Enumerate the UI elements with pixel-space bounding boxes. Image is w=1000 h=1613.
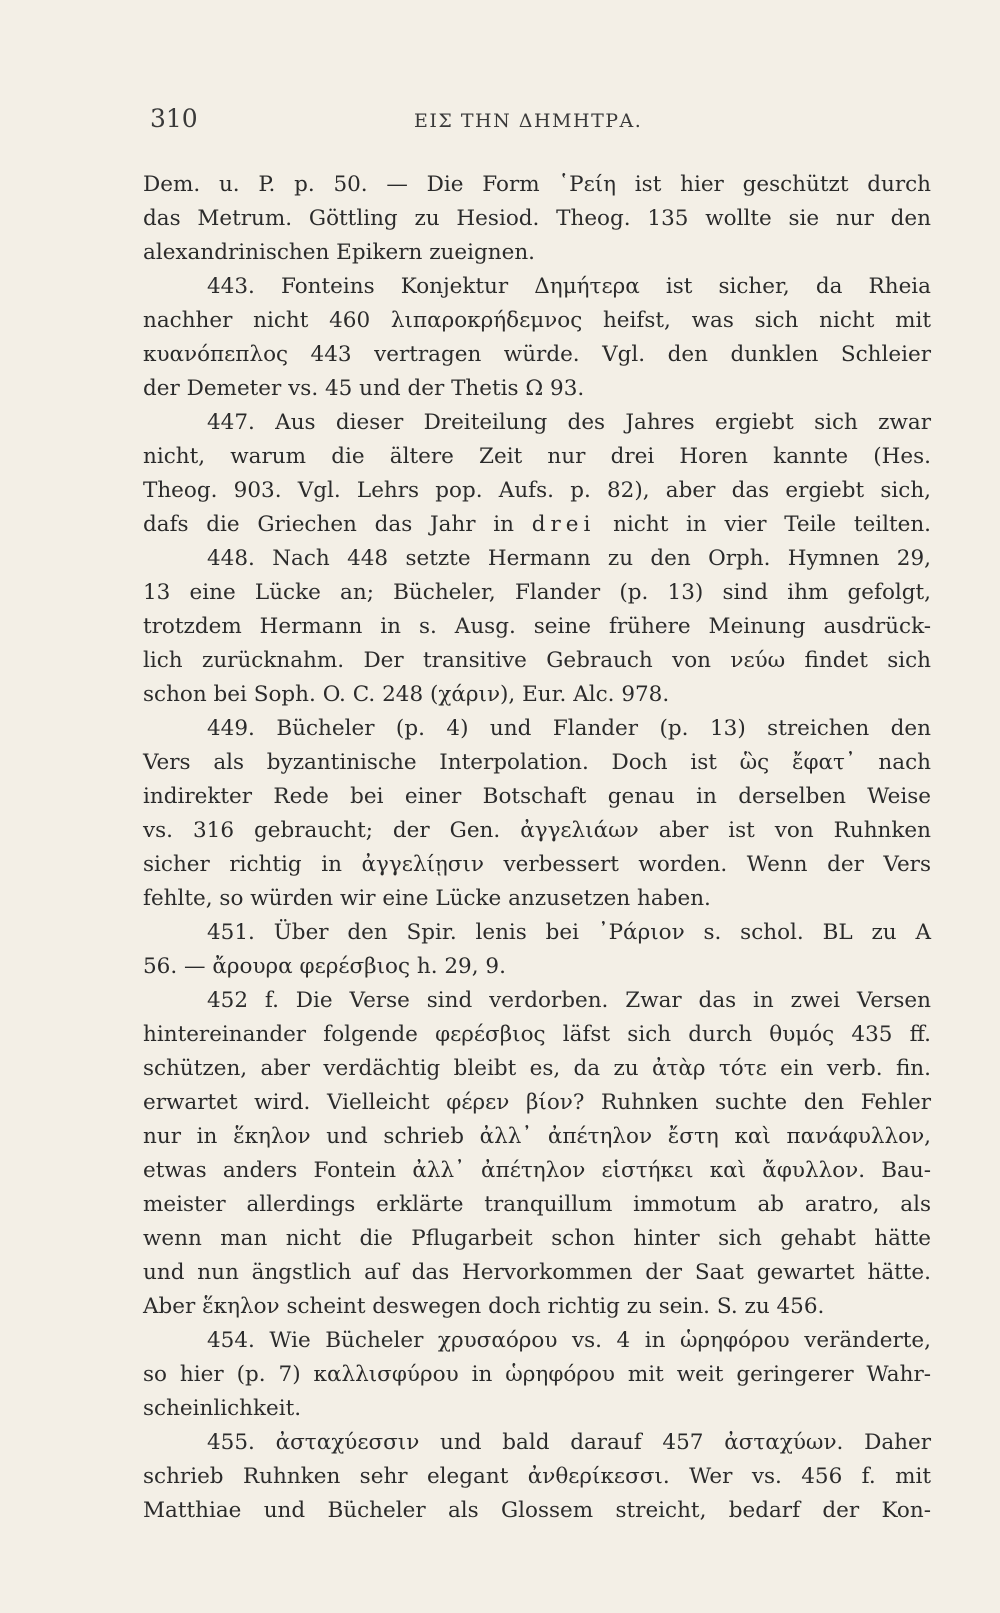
note-447-line: 447. Aus dieser Dreiteilung des Jahres ergiebt sich zwar [207, 410, 931, 435]
text-line: Aber ἕκηλον scheint deswegen doch richtig zu sein. S. zu 456. [143, 1294, 825, 1319]
text-line: Theog. 903. Vgl. Lehrs pop. Aufs. p. 82), aber das ergiebt sich, [143, 478, 931, 503]
text-line: Matthiae und Bücheler als Glossem streicht, bedarf der Kon- [143, 1498, 931, 1523]
text-line: nur in ἕκηλον und schrieb ἀλλ᾽ ἀπέτηλον ἔστη καὶ πανάφυλλον, [143, 1124, 931, 1149]
note-449-line: 449. Bücheler (p. 4) und Flander (p. 13) streichen den [207, 716, 931, 741]
text-line: sicher richtig in ἀγγελίῃσιν verbessert worden. Wenn der Vers [143, 852, 931, 877]
text-line: 56. — ἄρουρα φερέσβιος h. 29, 9. [143, 954, 506, 979]
text-line: scheinlichkeit. [143, 1396, 302, 1421]
note-452-line: 452 f. Die Verse sind verdorben. Zwar das in zwei Versen [207, 988, 931, 1013]
text-line: schrieb Ruhnken sehr elegant ἀνθερίκεσσι. Wer vs. 456 f. mit [143, 1464, 931, 1489]
text-line: Dem. u. P. p. 50. — Die Form ῾Ρείη ist hier geschützt durch [143, 172, 931, 197]
text-line: lich zurücknahm. Der transitive Gebrauch von νεύω findet sich [143, 648, 931, 673]
running-title: ΕΙΣ ΤΗΝ ΔΗΜΗΤΡΑ. [414, 110, 643, 132]
text-line: und nun ängstlich auf das Hervorkommen der Saat gewartet hätte. [143, 1260, 931, 1285]
commentary-text [143, 168, 931, 1528]
text-line: fehlte, so würden wir eine Lücke anzusetzen haben. [143, 886, 711, 911]
note-455-line: 455. ἀσταχύεσσιν und bald darauf 457 ἀσταχύων. Daher [207, 1430, 931, 1455]
text-line: nachher nicht 460 λιπαροκρήδεμνος heifst, was sich nicht mit [143, 308, 931, 333]
text-line: meister allerdings erklärte tranquillum immotum ab aratro, als [143, 1192, 931, 1217]
text-line: schon bei Soph. O. C. 248 (χάριν), Eur. Alc. 978. [143, 682, 670, 707]
text-line: erwartet wird. Vielleicht φέρεν βίον? Ruhnken suchte den Fehler [143, 1090, 931, 1115]
text-line: der Demeter vs. 45 und der Thetis Ω 93. [143, 376, 585, 401]
text-line: so hier (p. 7) καλλισφύρου in ὡρηφόρου mit weit geringerer Wahr- [143, 1362, 931, 1387]
text-line: Vers als byzantinische Interpolation. Doch ist ὣς ἔφατ᾽ nach [143, 750, 931, 775]
text-line: 13 eine Lücke an; Bücheler, Flander (p. 13) sind ihm gefolgt, [143, 580, 931, 605]
note-448-line: 448. Nach 448 setzte Hermann zu den Orph. Hymnen 29, [207, 546, 931, 571]
text-line: κυανόπεπλος 443 vertragen würde. Vgl. den dunklen Schleier [143, 342, 931, 367]
text-line: vs. 316 gebraucht; der Gen. ἀγγελιάων aber ist von Ruhnken [143, 818, 931, 843]
note-451-line: 451. Über den Spir. lenis bei ᾿Ράριον s. schol. BL zu Α [207, 920, 931, 945]
text-line: alexandrinischen Epikern zueignen. [143, 240, 536, 265]
note-443-line: 443. Fonteins Konjektur Δημήτερα ist sicher, da Rheia [207, 274, 931, 299]
page-number: 310 [150, 104, 198, 133]
text-line: wenn man nicht die Pflugarbeit schon hinter sich gehabt hätte [143, 1226, 931, 1251]
text-line: hintereinander folgende φερέσβιος läfst sich durch θυμός 435 ff. [143, 1022, 931, 1047]
text-line: das Metrum. Göttling zu Hesiod. Theog. 135 wollte sie nur den [143, 206, 931, 231]
text-line [143, 508, 931, 542]
text-line: etwas anders Fontein ἀλλ᾽ ἀπέτηλον εἱστήκει καὶ ἄφυλλον. Bau- [143, 1158, 931, 1183]
text-line: trotzdem Hermann in s. Ausg. seine frühere Meinung ausdrück- [143, 614, 931, 639]
text-line: nicht, warum die ältere Zeit nur drei Horen kannte (Hes. [143, 444, 931, 469]
text-fragment: dafs die Griechen das Jahr in [143, 512, 514, 537]
text-fragment: nicht in vier Teile teilten. [613, 512, 931, 537]
emphasized-word: drei [531, 512, 596, 537]
text-line: schützen, aber verdächtig bleibt es, da zu ἀτὰρ τότε ein verb. fin. [143, 1056, 931, 1081]
note-454-line: 454. Wie Bücheler χρυσαόρου vs. 4 in ὡρηφόρου veränderte, [207, 1328, 931, 1353]
text-line: indirekter Rede bei einer Botschaft genau in derselben Weise [143, 784, 931, 809]
